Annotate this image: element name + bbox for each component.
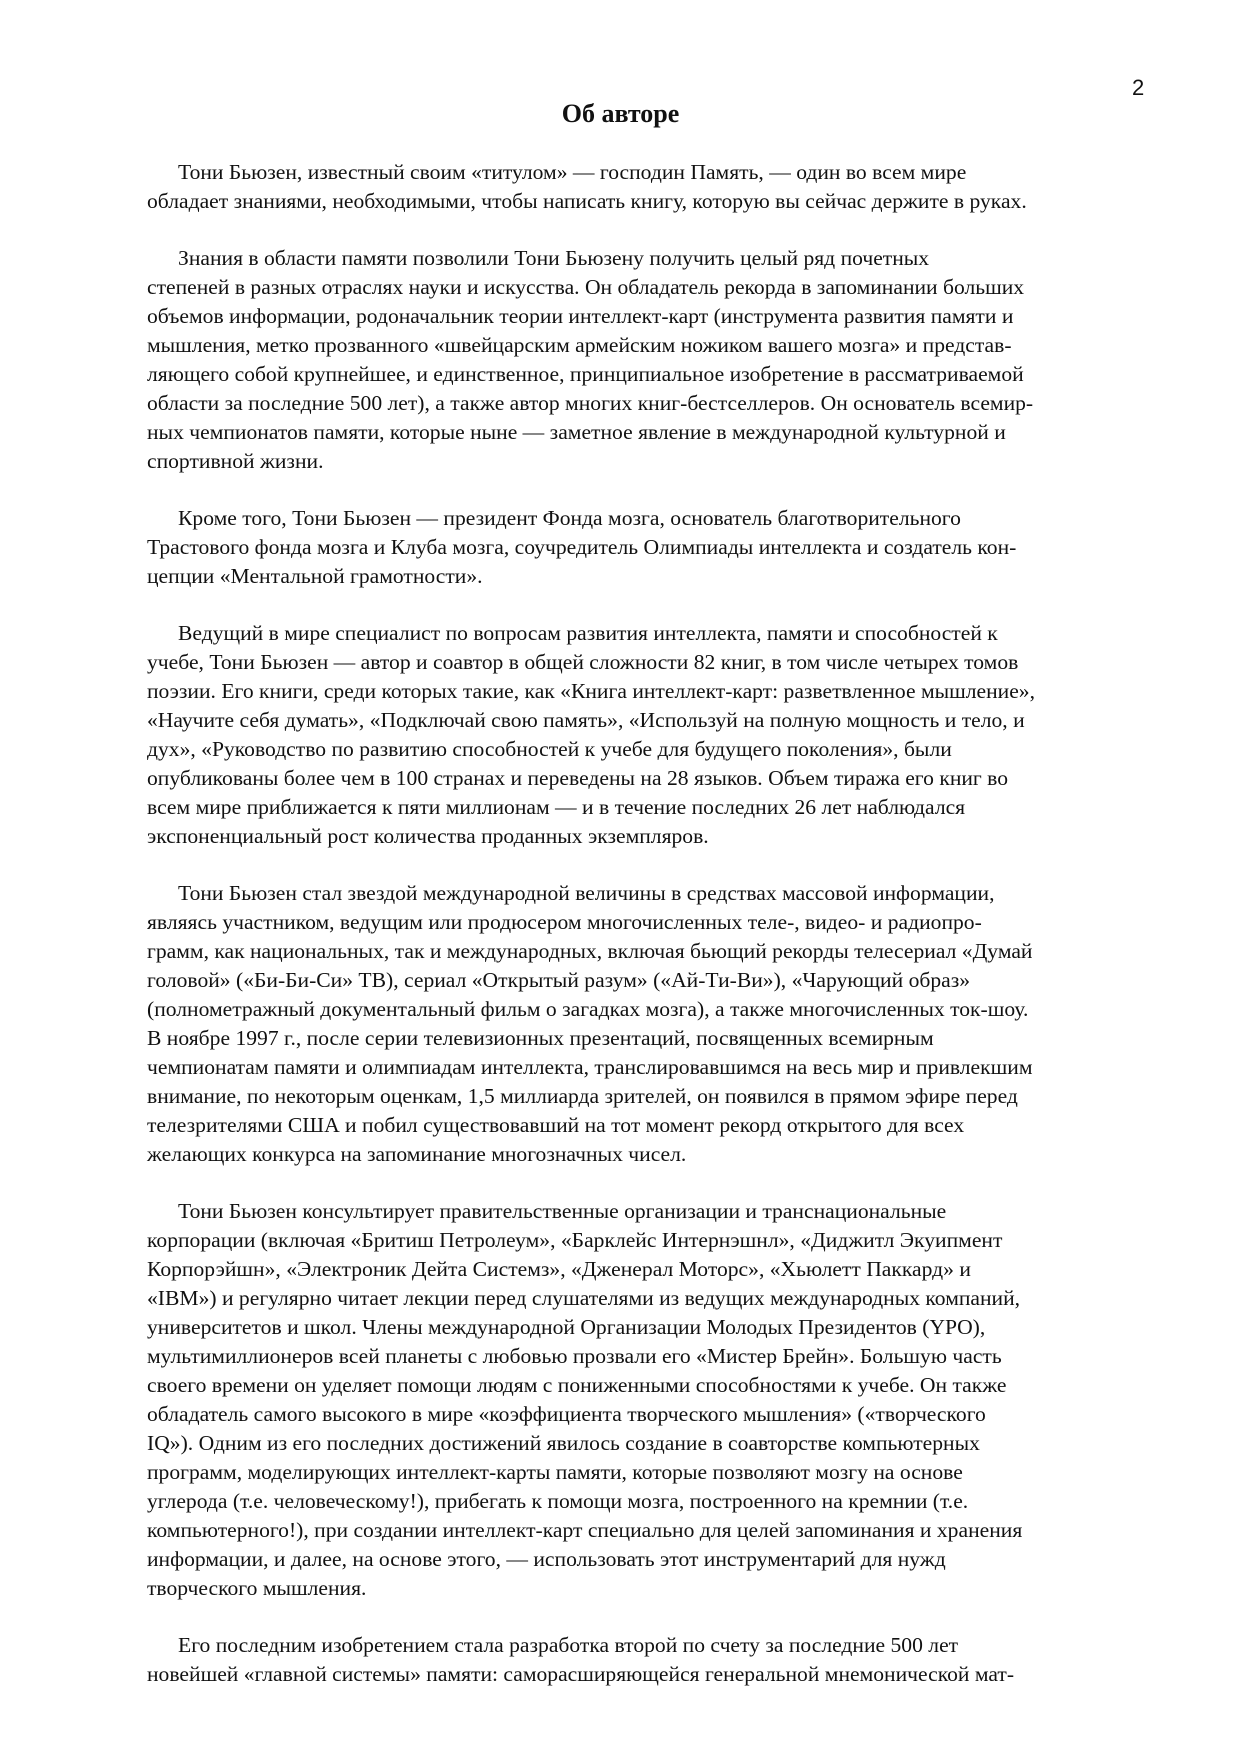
body-text [147, 158, 1118, 1717]
text-line: своего времени он уделяет помощи людям с пониженными способностями к учебе. Он также [147, 1373, 1007, 1397]
text-line: Тони Бьюзен консультирует правительственные организации и транснациональные [178, 1199, 947, 1223]
text-line: Знания в области памяти позволили Тони Бьюзену получить целый ряд почетных [178, 246, 930, 270]
text-line: дух», «Руководство по развитию способностей к учебе для будущего поколения», были [147, 737, 952, 761]
text-line: всем мире приближается к пяти миллионам — и в течение последних 26 лет наблюдался [147, 795, 966, 819]
text-line: углерода (т.е. человеческому!), прибегать к помощи мозга, построенного на кремнии (т.е. [147, 1489, 969, 1513]
text-line: Трастового фонда мозга и Клуба мозга, соучредитель Олимпиады интеллекта и создатель кон- [147, 535, 1017, 559]
text-line: мышления, метко прозванного «швейцарским армейским ножиком вашего мозга» и представ- [147, 333, 1012, 357]
paragraph [147, 879, 1118, 1169]
text-line: Тони Бьюзен стал звездой международной величины в средствах массовой информации, [178, 881, 995, 905]
paragraph [147, 504, 1118, 591]
text-line: ляющего собой крупнейшее, и единственное, принципиальное изобретение в рассматриваемой [147, 362, 1024, 386]
text-line: чемпионатам памяти и олимпиадам интеллекта, транслировавшимся на весь мир и привлекшим [147, 1055, 1033, 1079]
page-title: Об авторе [561, 99, 680, 128]
text-line: IQ»). Одним из его последних достижений явилось создание в соавторстве компьютерных [147, 1431, 980, 1455]
paragraph [147, 158, 1118, 216]
text-line: творческого мышления. [147, 1576, 367, 1600]
text-line: желающих конкурса на запоминание многозначных чисел. [147, 1142, 687, 1166]
text-line: внимание, по некоторым оценкам, 1,5 миллиарда зрителей, он появился в прямом эфире перед [147, 1084, 1018, 1108]
text-line: программ, моделирующих интеллект-карты памяти, которые позволяют мозгу на основе [147, 1460, 963, 1484]
page-number: 2 [1132, 75, 1145, 100]
text-line: грамм, как национальных, так и международных, включая бьющий рекорды телесериал «Думай [147, 939, 1033, 963]
text-line: В ноябре 1997 г., после серии телевизионных презентаций, посвященных всемирным [147, 1026, 934, 1050]
text-line: поэзии. Его книги, среди которых такие, как «Книга интеллект-карт: разветвленное мышление», [147, 679, 1035, 703]
text-line: Кроме того, Тони Бьюзен — президент Фонда мозга, основатель благотворительного [178, 506, 961, 530]
paragraph [147, 1197, 1118, 1603]
text-line: ных чемпионатов памяти, которые ныне — заметное явление в международной культурной и [147, 420, 1006, 444]
text-line: являясь участником, ведущим или продюсером многочисленных теле-, видео- и радиопро- [147, 910, 982, 934]
paragraph [147, 244, 1118, 476]
text-line: «Научите себя думать», «Подключай свою память», «Используй на полную мощность и тело, и [147, 708, 1025, 732]
paragraph [147, 1631, 1118, 1689]
text-line: области за последние 500 лет), а также автор многих книг-бестселлеров. Он основатель всемир- [147, 391, 1034, 415]
text-line: новейшей «главной системы» памяти: саморасширяющейся генеральной мнемонической мат- [147, 1662, 1015, 1686]
text-line: объемов информации, родоначальник теории интеллект-карт (инструмента развития памяти и [147, 304, 1014, 328]
text-line: мультимиллионеров всей планеты с любовью прозвали его «Мистер Брейн». Большую часть [147, 1344, 1002, 1368]
text-line: Корпорэйшн», «Электроник Дейта Системз», «Дженерал Моторс», «Хьюлетт Паккард» и [147, 1257, 971, 1281]
text-line: Тони Бьюзен, известный своим «титулом» — господин Память, — один во всем мире [178, 160, 967, 184]
text-line: спортивной жизни. [147, 449, 324, 473]
text-line: (полнометражный документальный фильм о загадках мозга), а также многочисленных ток-шоу. [147, 997, 1029, 1021]
text-line: телезрителями США и побил существовавший на тот момент рекорд открытого для всех [147, 1113, 965, 1137]
text-line: «IBM») и регулярно читает лекции перед слушателями из ведущих международных компаний, [147, 1286, 1021, 1310]
text-line: компьютерного!), при создании интеллект-карт специально для целей запоминания и хранения [147, 1518, 1023, 1542]
text-line: экспоненциальный рост количества проданных экземпляров. [147, 824, 709, 848]
text-line: обладатель самого высокого в мире «коэффициента творческого мышления» («творческого [147, 1402, 986, 1426]
text-line: учебе, Тони Бьюзен — автор и соавтор в общей сложности 82 книг, в том числе четырех томов [147, 650, 1019, 674]
paragraph [147, 619, 1118, 851]
text-line: обладает знаниями, необходимыми, чтобы написать книгу, которую вы сейчас держите в руках. [147, 189, 1027, 213]
text-line: корпорации (включая «Бритиш Петролеум», «Барклейс Интернэшнл», «Диджитл Экуипмент [147, 1228, 1003, 1252]
text-line: информации, и далее, на основе этого, — использовать этот инструментарий для нужд [147, 1547, 946, 1571]
text-line: опубликованы более чем в 100 странах и переведены на 28 языков. Объем тиража его книг во [147, 766, 1009, 790]
text-line: цепции «Ментальной грамотности». [147, 564, 483, 588]
text-line: степеней в разных отраслях науки и искусства. Он обладатель рекорда в запоминании больших [147, 275, 1025, 299]
text-line: Ведущий в мире специалист по вопросам развития интеллекта, памяти и способностей к [178, 621, 998, 645]
text-line: университетов и школ. Члены международной Организации Молодых Президентов (YPO), [147, 1315, 986, 1339]
text-line: головой» («Би-Би-Си» ТВ), сериал «Открытый разум» («Ай-Ти-Ви»), «Чарующий образ» [147, 968, 971, 992]
text-line: Его последним изобретением стала разработка второй по счету за последние 500 лет [178, 1633, 959, 1657]
